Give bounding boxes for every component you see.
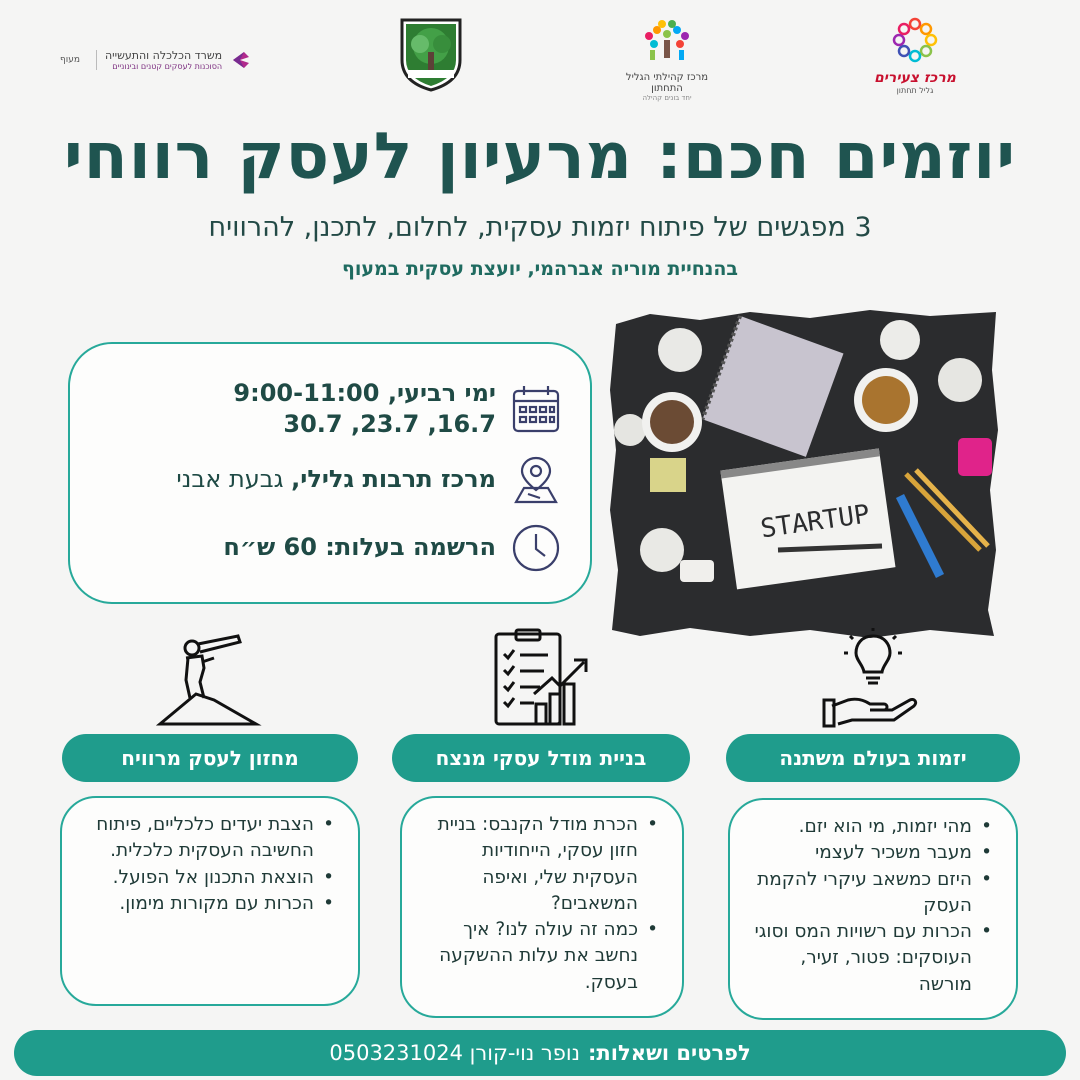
- footer-contact[interactable]: נופר נוי-קורן 0503231024: [329, 1041, 581, 1065]
- page-title: יוזמים חכם: מרעיון לעסק רווחי: [63, 120, 1017, 194]
- startup-text: STARTUP: [758, 499, 872, 545]
- list-item: • הצבת יעדים כלכליים, פיתוח החשיבה העסקית כלכלית.: [76, 812, 336, 865]
- map-pin-icon: [510, 454, 562, 506]
- location-venue: מרכז תרבות גלילי,: [291, 465, 496, 494]
- column-2-title: בניית מודל עסקי מנצח: [392, 734, 690, 782]
- gallil-name: מרכז קהילתי הגליל התחתון: [625, 72, 709, 94]
- location-town: גבעת אבני: [176, 465, 292, 494]
- startup-desk-photo: [610, 310, 998, 640]
- lightbulb-hand-icon: [818, 628, 928, 728]
- list-item: • מעבר משכיר לעצמי: [744, 840, 994, 866]
- tree-people-icon: [632, 16, 702, 64]
- telescope-person-icon: [156, 628, 266, 728]
- calendar-icon: [510, 383, 562, 435]
- maof-mark-icon: [230, 49, 252, 71]
- schedule-row: [233, 378, 562, 440]
- list-item: • כמה זה עולה לנו? איך נחשב את עלות ההשקעה בעסק.: [416, 917, 660, 996]
- council-emblem: [398, 16, 464, 92]
- list-item: • היזם כמשאב עיקרי להקמת העסק: [744, 867, 994, 920]
- list-item: • הוצאת התכנון אל הפועל.: [76, 865, 336, 891]
- contact-footer: [14, 1030, 1066, 1076]
- column-1-title: יזמות בעולם משתנה: [726, 734, 1020, 782]
- merkaz-tzeirim-logo: [860, 16, 970, 95]
- maof-ministry-text: [105, 49, 222, 72]
- location-text: [176, 464, 496, 495]
- column-3-card: [60, 796, 360, 1006]
- gallil-community-logo: [612, 16, 722, 102]
- subtitle: 3 מפגשים של פיתוח יזמות עסקית, לחלום, לתכנן, להרוויח: [208, 212, 872, 243]
- maof-logo: [60, 40, 260, 80]
- maof-ministry-sub: הסוכנות לעסקים קטנים ובינוניים: [112, 61, 223, 71]
- fee-row: [223, 522, 562, 574]
- footer-label: לפרטים ושאלות:: [588, 1041, 751, 1065]
- merkaz-name: מרכז צעירים: [874, 70, 956, 86]
- column-2-card: [400, 796, 684, 1018]
- column-3-title: מחזון לעסק מרוויח: [62, 734, 358, 782]
- circle-ring-icon: [891, 16, 939, 64]
- schedule-text: [233, 378, 496, 440]
- schedule-dates: 16.7, 23.7, 30.7: [283, 410, 496, 439]
- list-item: • הכרות עם רשויות המס וסוגי העוסקים: פטור, זעיר, מורשה: [744, 919, 994, 998]
- list-item: • מהי יזמות, מי הוא יזם.: [744, 814, 994, 840]
- location-row: [176, 454, 562, 506]
- list-item: • הכרות עם מקורות מימון.: [76, 891, 336, 917]
- logo-divider: [96, 50, 97, 70]
- clipboard-chart-icon: [486, 628, 596, 728]
- gallil-sub: יחד בונים קהילה: [642, 94, 692, 102]
- fee-text: הרשמה בעלות: 60 ש״ח: [223, 533, 496, 562]
- clock-icon: [510, 522, 562, 574]
- maof-name: מעוף: [60, 55, 80, 65]
- event-info-box: [68, 342, 592, 604]
- list-item: • הכרת מודל הקנבס: בניית חזון עסקי, הייחודיות העסקית שלי, ואיפה המשאבים?: [416, 812, 660, 917]
- schedule-days-time: ימי רביעי, 9:00-11:00: [233, 379, 496, 407]
- maof-ministry-label: משרד הכלכלה והתעשייה: [104, 48, 223, 62]
- merkaz-sub: גליל תחתון: [896, 86, 934, 95]
- guide-line: בהנחיית מוריה אברהמי, יועצת עסקית במעוף: [342, 258, 738, 280]
- column-1-card: [728, 798, 1018, 1020]
